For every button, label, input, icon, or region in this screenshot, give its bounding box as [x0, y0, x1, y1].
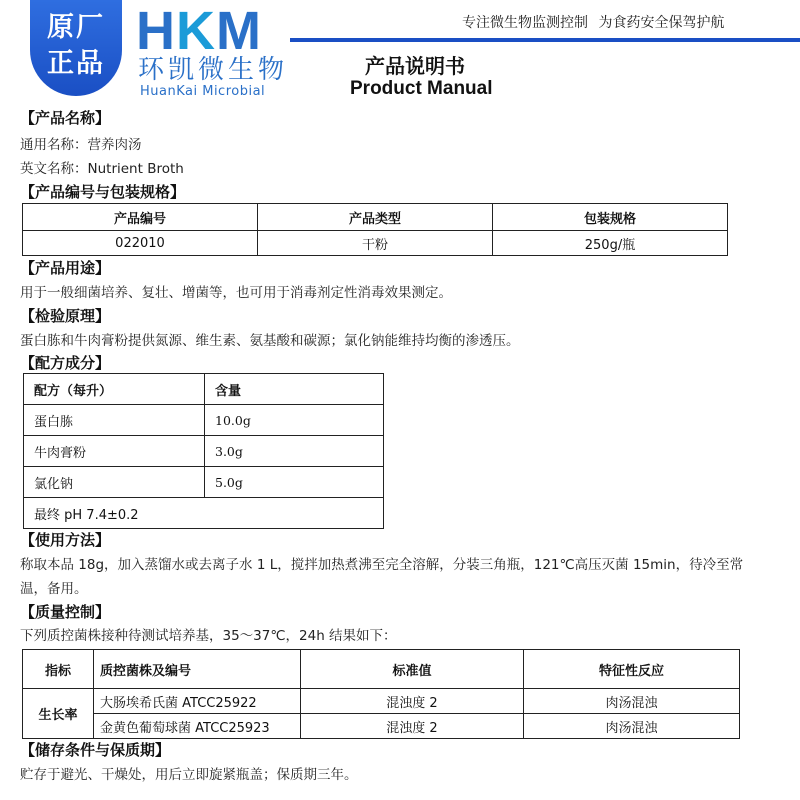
col-header: 指标 — [23, 650, 94, 689]
strain: 金黄色葡萄球菌 ATCC25923 — [94, 714, 301, 739]
table-row — [23, 689, 740, 714]
section-qc: 【质量控制】 — [20, 603, 111, 621]
section-usage: 【产品用途】 — [20, 259, 111, 277]
storage-text: 贮存于避光、干燥处，用后立即旋紧瓶盖；保质期三年。 — [20, 767, 358, 783]
col-header: 配方（每升） — [24, 374, 205, 405]
col-header: 含量 — [205, 374, 384, 405]
table-row — [23, 231, 728, 256]
logo-english-name: HuanKai Microbial — [140, 84, 266, 99]
col-header: 产品类型 — [258, 204, 493, 231]
ingredient-amount: 10.0g — [205, 405, 384, 436]
method-text-line2: 温，备用。 — [20, 581, 88, 597]
table-row — [24, 498, 384, 529]
col-header: 质控菌株及编号 — [94, 650, 301, 689]
standard-value: 混浊度 2 — [301, 714, 524, 739]
col-header: 特征性反应 — [524, 650, 740, 689]
table-row — [23, 714, 740, 739]
english-name: 英文名称：Nutrient Broth — [20, 161, 184, 177]
badge-line1: 原厂 — [47, 12, 105, 43]
hkm-logo — [136, 1, 262, 61]
col-header: 产品编号 — [23, 204, 258, 231]
slogan: 专注微生物监测控制 为食药安全保驾护航 — [462, 15, 725, 31]
qc-table — [22, 649, 740, 739]
section-product-name: 【产品名称】 — [20, 109, 111, 127]
package-size: 250g/瓶 — [493, 231, 728, 256]
logo-chinese-name: 环凯微生物 — [138, 55, 289, 85]
header-divider — [290, 38, 800, 42]
qc-intro: 下列质控菌株接种待测试培养基，35～37℃，24h 结果如下： — [20, 628, 397, 644]
table-row — [24, 405, 384, 436]
section-method: 【使用方法】 — [20, 531, 111, 549]
spec-table — [22, 203, 728, 256]
common-name: 通用名称：营养肉汤 — [20, 137, 142, 153]
method-text-line1: 称取本品 18g，加入蒸馏水或去离子水 1 L，搅拌加热煮沸至完全溶解，分装三角瓶，121℃高压灭菌 15min，待冷至常 — [20, 557, 744, 573]
indicator: 生长率 — [23, 689, 94, 739]
strain: 大肠埃希氏菌 ATCC25922 — [94, 689, 301, 714]
ingredient-name: 氯化钠 — [24, 467, 205, 498]
ingredient-name: 蛋白胨 — [24, 405, 205, 436]
ingredient-amount: 3.0g — [205, 436, 384, 467]
col-header: 包装规格 — [493, 204, 728, 231]
table-header-row — [24, 374, 384, 405]
table-header-row — [23, 204, 728, 231]
characteristic-reaction: 肉汤混浊 — [524, 689, 740, 714]
section-principle: 【检验原理】 — [20, 307, 111, 325]
section-spec: 【产品编号与包装规格】 — [20, 183, 186, 201]
authentic-badge — [30, 0, 122, 96]
usage-text: 用于一般细菌培养、复壮、增菌等，也可用于消毒剂定性消毒效果测定。 — [20, 285, 452, 301]
table-row — [24, 436, 384, 467]
standard-value: 混浊度 2 — [301, 689, 524, 714]
ingredient-name: 牛肉膏粉 — [24, 436, 205, 467]
section-storage: 【储存条件与保质期】 — [20, 741, 171, 759]
col-header: 标准值 — [301, 650, 524, 689]
badge-line2: 正品 — [47, 48, 105, 79]
ingredient-amount: 5.0g — [205, 467, 384, 498]
logo-letter-h: H — [136, 1, 176, 61]
logo-letter-k: K — [176, 1, 216, 61]
final-ph: 最终 pH 7.4±0.2 — [24, 498, 384, 529]
characteristic-reaction: 肉汤混浊 — [524, 714, 740, 739]
formula-table — [23, 373, 384, 529]
page-title-en: Product Manual — [350, 78, 493, 99]
section-formula: 【配方成分】 — [20, 354, 111, 372]
product-type: 干粉 — [258, 231, 493, 256]
table-row — [24, 467, 384, 498]
table-header-row — [23, 650, 740, 689]
product-code: 022010 — [23, 231, 258, 256]
logo-letter-m: M — [216, 1, 262, 61]
principle-text: 蛋白胨和牛肉膏粉提供氮源、维生素、氨基酸和碳源；氯化钠能维持均衡的渗透压。 — [20, 333, 520, 349]
page-title-cn: 产品说明书 — [365, 54, 465, 78]
